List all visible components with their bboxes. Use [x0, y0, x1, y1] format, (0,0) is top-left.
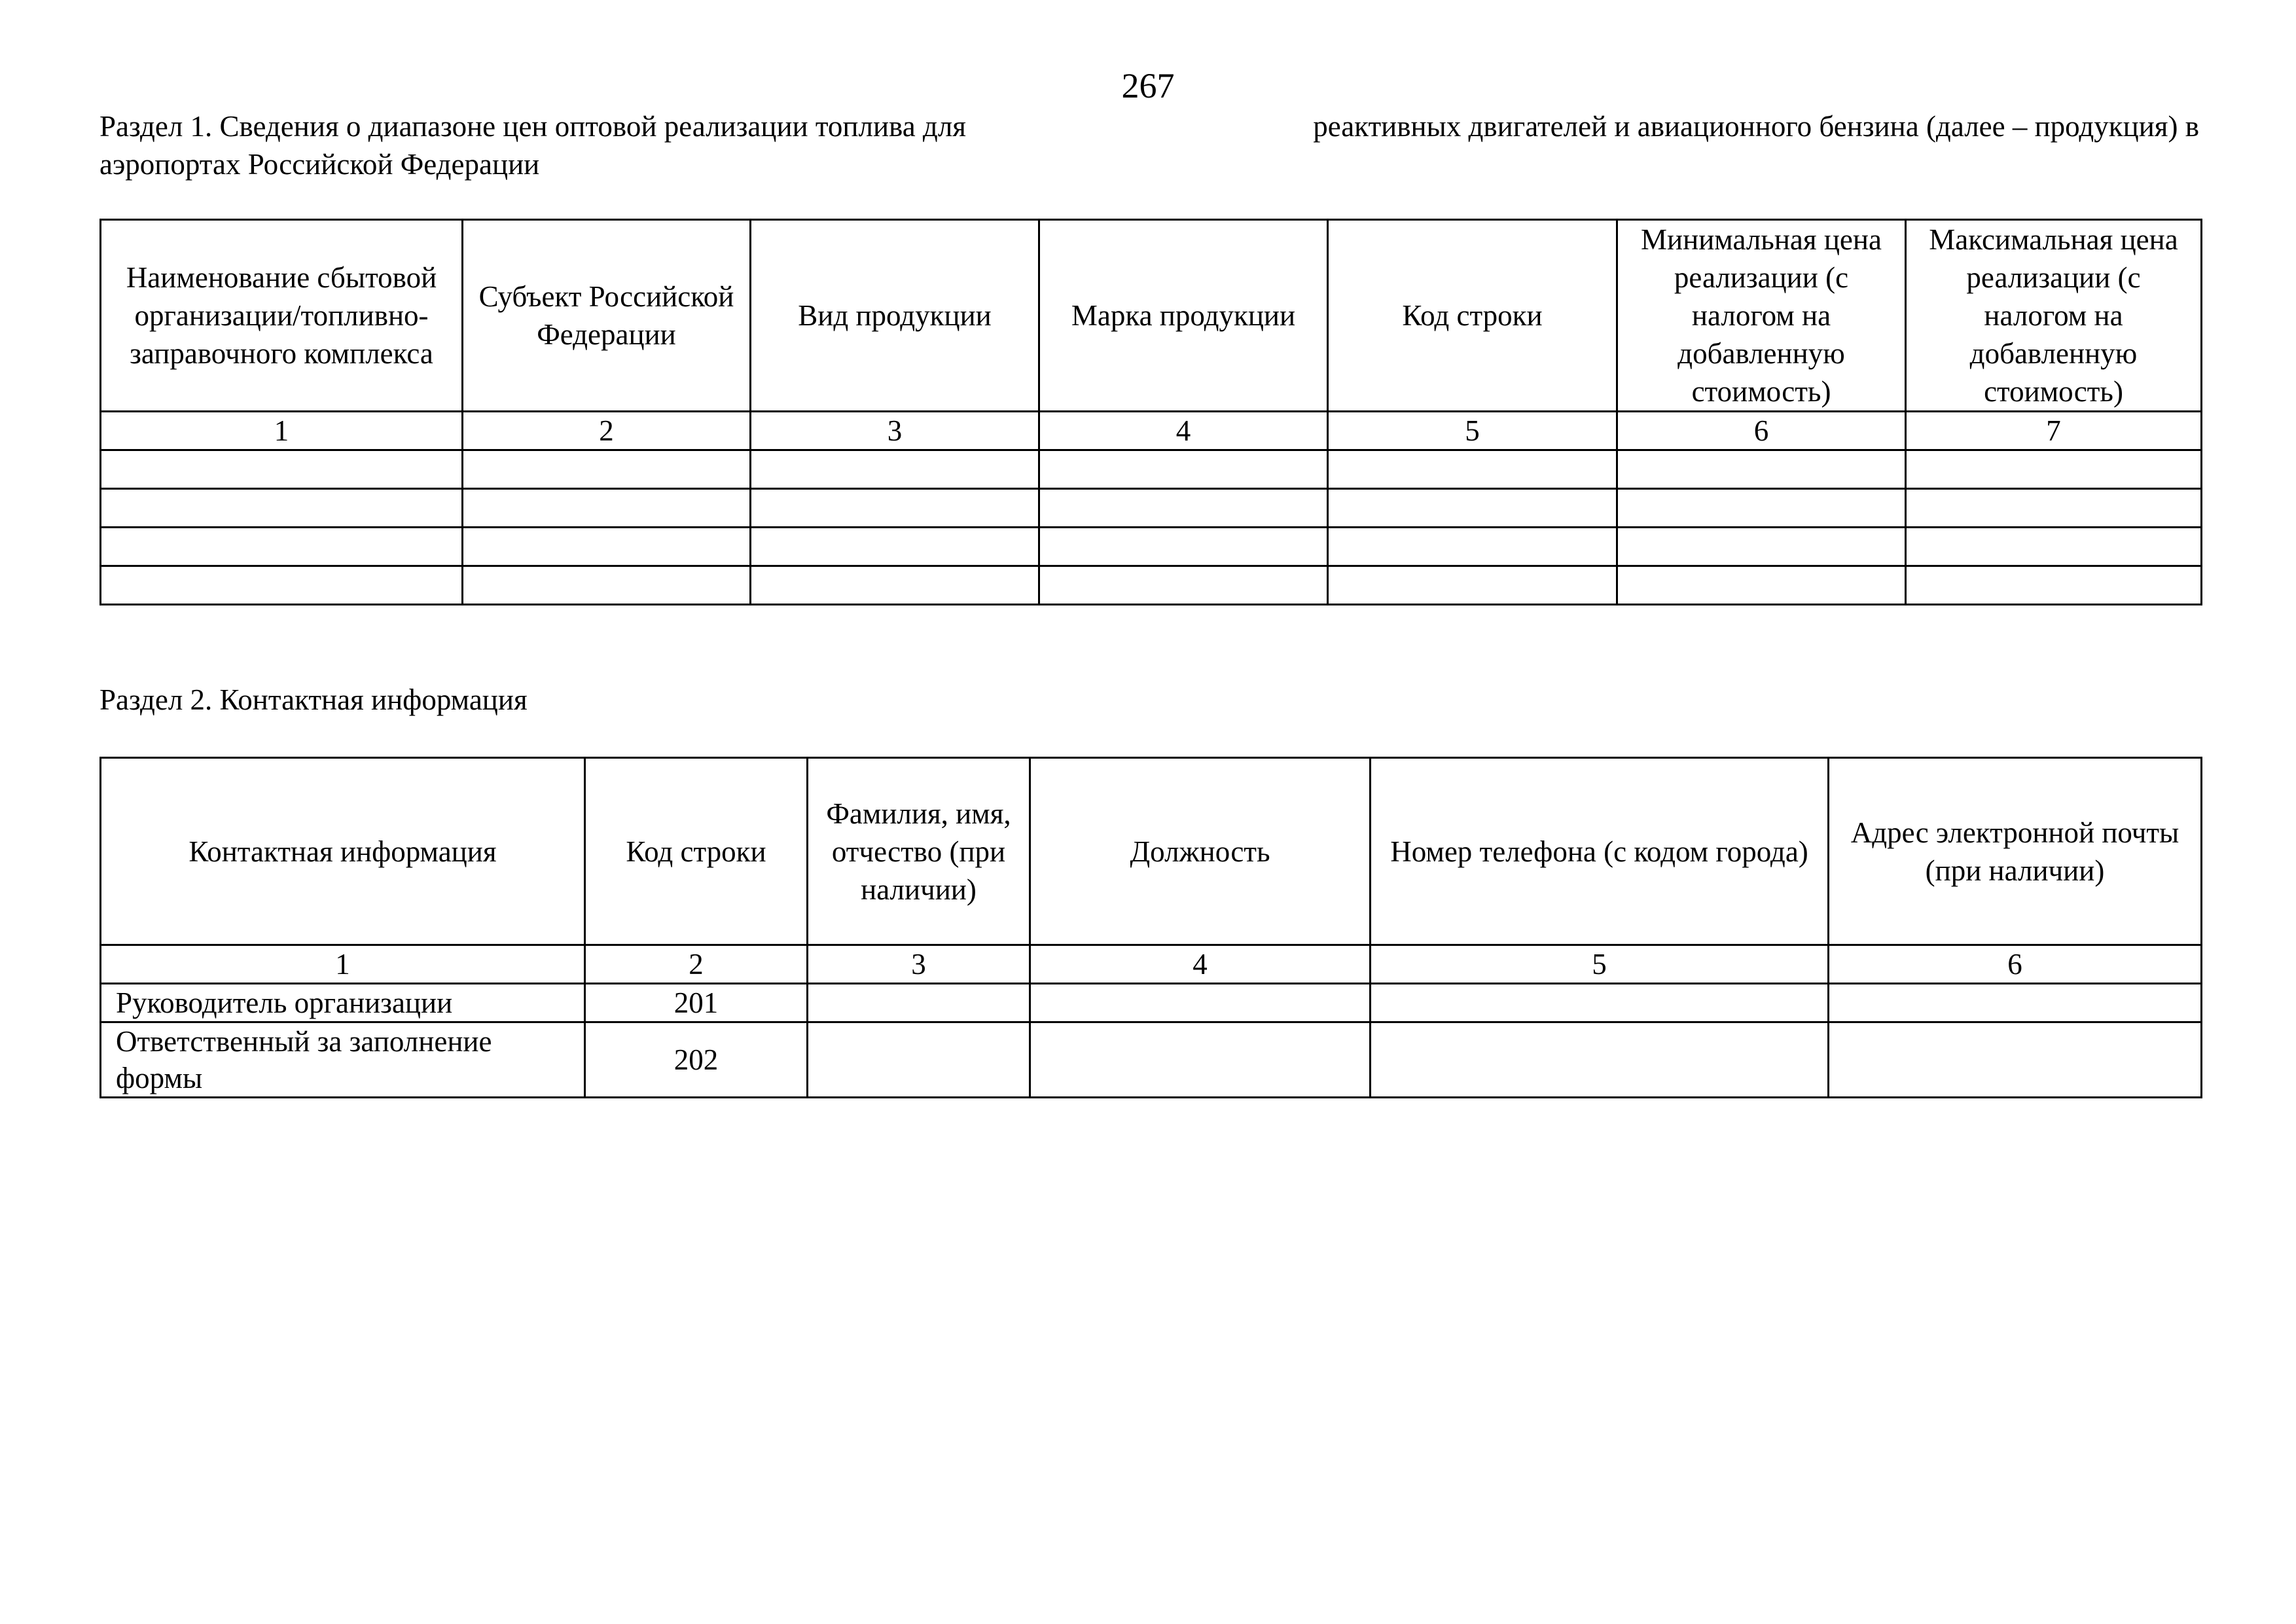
page-number: 267 — [1121, 66, 1175, 105]
empty-cell[interactable] — [1328, 450, 1617, 489]
column-number: 3 — [751, 412, 1039, 450]
prices-table-empty-row — [101, 489, 2202, 528]
contacts-row-responsible — [101, 1022, 2202, 1098]
empty-cell[interactable] — [463, 450, 751, 489]
empty-cell[interactable] — [1617, 528, 1906, 566]
empty-cell[interactable] — [101, 566, 463, 605]
empty-cell[interactable] — [1030, 1022, 1371, 1098]
contact-row-code: 201 — [585, 984, 808, 1022]
empty-cell[interactable] — [1617, 566, 1906, 605]
empty-cell[interactable] — [751, 566, 1039, 605]
column-number: 1 — [101, 412, 463, 450]
empty-cell[interactable] — [1829, 984, 2202, 1022]
header-phone: Номер телефона (с кодом города) — [1371, 758, 1829, 945]
empty-cell[interactable] — [1371, 1022, 1829, 1098]
prices-table-empty-row — [101, 450, 2202, 489]
section1-title-right: реактивных двигателей и авиационного бензина (далее – продукция) в — [1313, 110, 2199, 143]
column-number: 6 — [1829, 945, 2202, 984]
prices-table-empty-row — [101, 566, 2202, 605]
section1-title — [99, 107, 2199, 183]
header-min-price: Минимальная цена реализации (с налогом на добавленную стоимость) — [1617, 220, 1906, 412]
column-number: 2 — [585, 945, 808, 984]
header-organization-name: Наименование сбытовой организации/топливно-заправочного комплекса — [101, 220, 463, 412]
column-number: 1 — [101, 945, 585, 984]
column-number: 5 — [1371, 945, 1829, 984]
header-max-price: Максимальная цена реализации (с налогом на добавленную стоимость) — [1906, 220, 2202, 412]
column-number: 7 — [1906, 412, 2202, 450]
empty-cell[interactable] — [1328, 566, 1617, 605]
column-number: 2 — [463, 412, 751, 450]
empty-cell[interactable] — [1371, 984, 1829, 1022]
prices-table-column-numbers — [101, 412, 2202, 450]
empty-cell[interactable] — [1039, 489, 1328, 528]
contacts-table — [99, 757, 2202, 1098]
empty-cell[interactable] — [1030, 984, 1371, 1022]
empty-cell[interactable] — [808, 1022, 1030, 1098]
empty-cell[interactable] — [101, 450, 463, 489]
column-number: 4 — [1039, 412, 1328, 450]
section2-title: Раздел 2. Контактная информация — [99, 683, 528, 716]
header-contact-info: Контактная информация — [101, 758, 585, 945]
column-number: 4 — [1030, 945, 1371, 984]
header-row-code: Код строки — [1328, 220, 1617, 412]
empty-cell[interactable] — [463, 489, 751, 528]
empty-cell[interactable] — [751, 528, 1039, 566]
contacts-row-head — [101, 984, 2202, 1022]
empty-cell[interactable] — [1906, 450, 2202, 489]
empty-cell[interactable] — [1906, 528, 2202, 566]
empty-cell[interactable] — [1328, 528, 1617, 566]
empty-cell[interactable] — [751, 489, 1039, 528]
contact-row-code: 202 — [585, 1022, 808, 1098]
header-row-code: Код строки — [585, 758, 808, 945]
empty-cell[interactable] — [1039, 450, 1328, 489]
contacts-table-column-numbers — [101, 945, 2202, 984]
empty-cell[interactable] — [1617, 489, 1906, 528]
empty-cell[interactable] — [1039, 528, 1328, 566]
empty-cell[interactable] — [463, 566, 751, 605]
empty-cell[interactable] — [1906, 566, 2202, 605]
empty-cell[interactable] — [1328, 489, 1617, 528]
column-number: 3 — [808, 945, 1030, 984]
contacts-table-header-row — [101, 758, 2202, 945]
prices-table-empty-row — [101, 528, 2202, 566]
prices-table-header-row — [101, 220, 2202, 412]
empty-cell[interactable] — [463, 528, 751, 566]
empty-cell[interactable] — [808, 984, 1030, 1022]
contact-label: Руководитель организации — [101, 984, 585, 1022]
prices-table — [99, 219, 2202, 605]
header-position: Должность — [1030, 758, 1371, 945]
header-product-brand: Марка продукции — [1039, 220, 1328, 412]
empty-cell[interactable] — [101, 528, 463, 566]
header-product-type: Вид продукции — [751, 220, 1039, 412]
section1-title-left: Раздел 1. Сведения о диапазоне цен оптовой реализации топлива для — [99, 110, 966, 143]
empty-cell[interactable] — [1906, 489, 2202, 528]
header-federal-subject: Субъект Российской Федерации — [463, 220, 751, 412]
header-email: Адрес электронной почты (при наличии) — [1829, 758, 2202, 945]
empty-cell[interactable] — [751, 450, 1039, 489]
column-number: 5 — [1328, 412, 1617, 450]
empty-cell[interactable] — [1617, 450, 1906, 489]
column-number: 6 — [1617, 412, 1906, 450]
section1-title-line2: аэропортах Российской Федерации — [99, 148, 540, 181]
empty-cell[interactable] — [1039, 566, 1328, 605]
contact-label: Ответственный за заполнение формы — [101, 1022, 585, 1098]
header-full-name: Фамилия, имя, отчество (при наличии) — [808, 758, 1030, 945]
empty-cell[interactable] — [1829, 1022, 2202, 1098]
empty-cell[interactable] — [101, 489, 463, 528]
